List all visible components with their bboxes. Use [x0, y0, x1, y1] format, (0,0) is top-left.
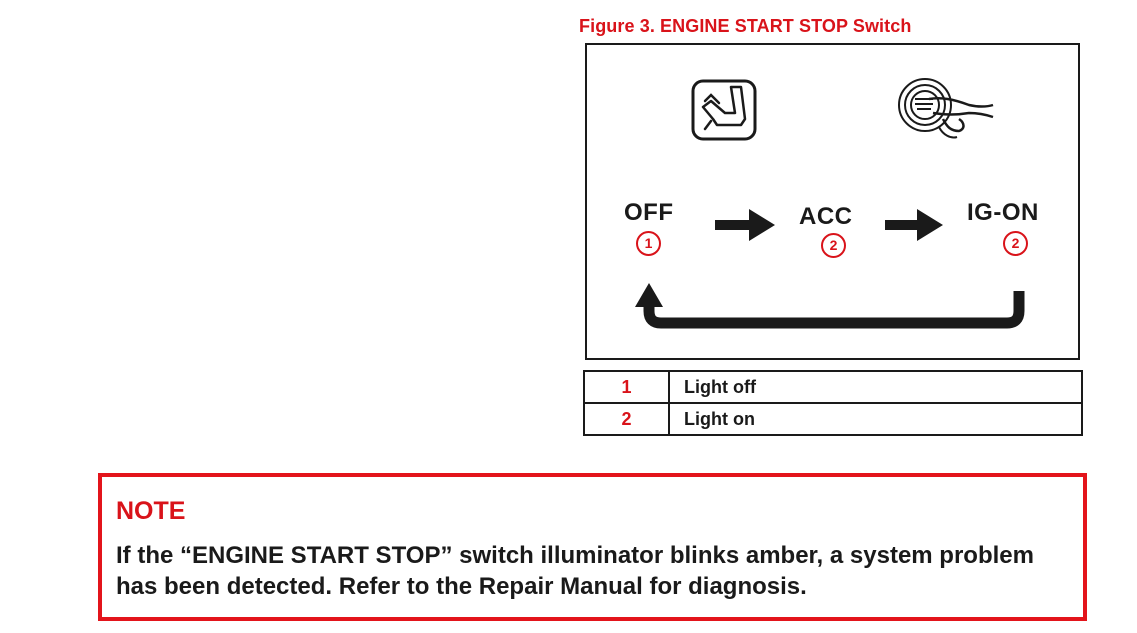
legend-number: 2	[584, 403, 669, 435]
legend-description: Light off	[669, 371, 1082, 403]
figure-diagram	[585, 43, 1080, 360]
table-row	[584, 403, 1082, 435]
return-arrow-icon	[635, 283, 1019, 323]
state-number-off: 1	[636, 231, 661, 256]
state-label-off: OFF	[624, 199, 674, 226]
state-label-ig-on: IG-ON	[967, 199, 1039, 226]
arrow-right-icon	[885, 209, 943, 241]
state-number-ig-on: 2	[1003, 231, 1028, 256]
arrow-right-icon	[715, 209, 775, 241]
figure-caption: Figure 3. ENGINE START STOP Switch	[579, 16, 912, 36]
brake-pedal-icon	[693, 81, 755, 139]
note-text: If the “ENGINE START STOP” switch illuminator blinks amber, a system problem has been detected. Refer to the Repair Manual for diagnosis.	[116, 542, 1034, 600]
legend-number: 1	[584, 371, 669, 403]
note-title: NOTE	[116, 497, 186, 525]
state-number-acc: 2	[821, 233, 846, 258]
table-row	[584, 371, 1082, 403]
legend-table	[583, 370, 1083, 436]
note-box	[98, 473, 1087, 621]
state-label-acc: ACC	[799, 203, 853, 230]
legend-description: Light on	[669, 403, 1082, 435]
finger-press-button-icon	[899, 79, 993, 138]
